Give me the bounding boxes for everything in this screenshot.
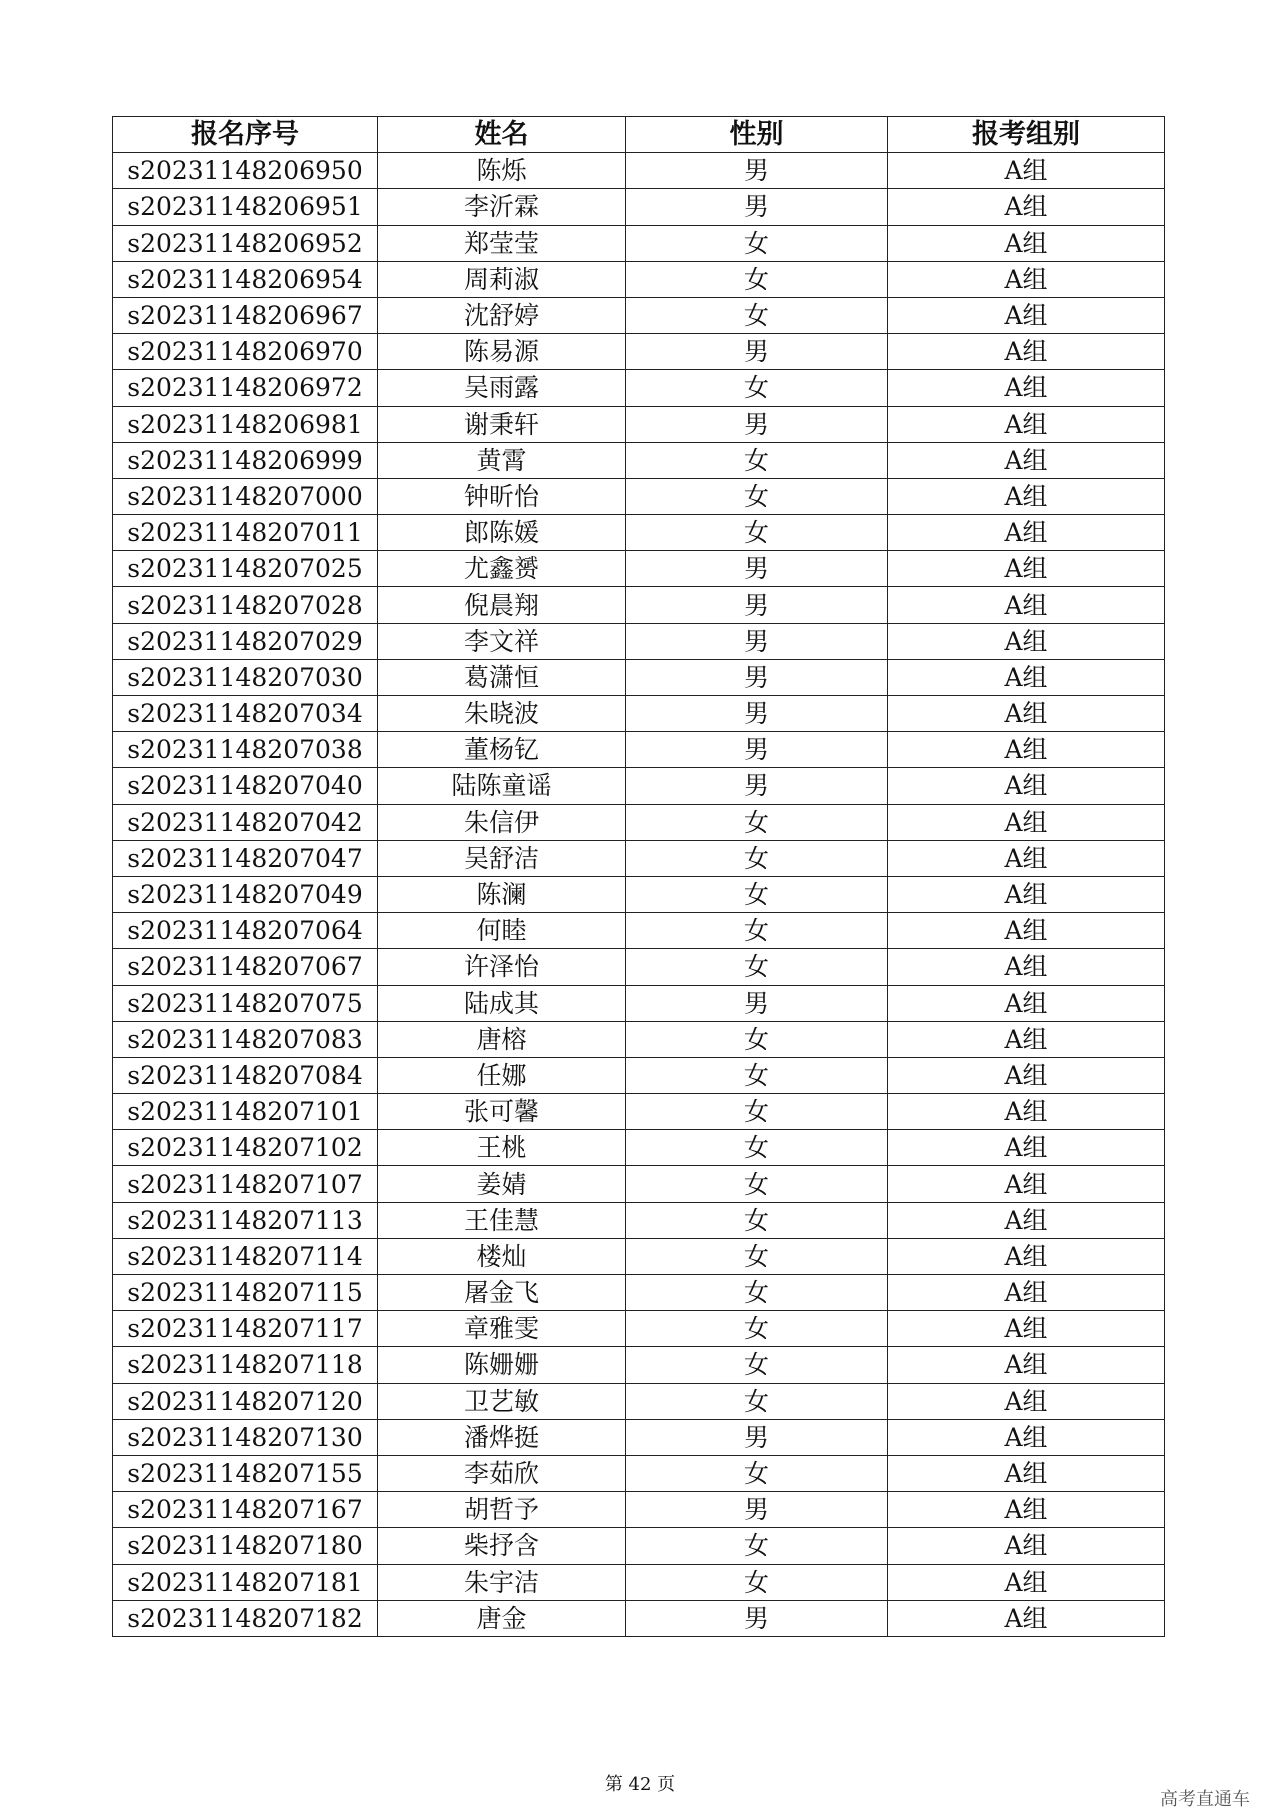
cell-name: 许泽怡 (378, 949, 626, 985)
table-row (113, 515, 1165, 551)
table-row (113, 587, 1165, 623)
cell-registration-id: s20231148206950 (113, 153, 378, 189)
cell-group: A组 (888, 623, 1165, 659)
cell-group: A组 (888, 153, 1165, 189)
table-row (113, 768, 1165, 804)
cell-name: 朱晓波 (378, 696, 626, 732)
cell-gender: 男 (626, 406, 888, 442)
cell-group: A组 (888, 1021, 1165, 1057)
cell-gender: 女 (626, 370, 888, 406)
cell-registration-id: s20231148207130 (113, 1419, 378, 1455)
cell-group: A组 (888, 913, 1165, 949)
cell-name: 郑莹莹 (378, 225, 626, 261)
table-row (113, 1383, 1165, 1419)
cell-gender: 女 (626, 949, 888, 985)
table-row (113, 1021, 1165, 1057)
cell-name: 楼灿 (378, 1238, 626, 1274)
cell-gender: 男 (626, 587, 888, 623)
cell-name: 章雅雯 (378, 1311, 626, 1347)
table-row (113, 696, 1165, 732)
cell-gender: 女 (626, 1238, 888, 1274)
cell-registration-id: s20231148206952 (113, 225, 378, 261)
cell-group: A组 (888, 696, 1165, 732)
cell-name: 黄霄 (378, 442, 626, 478)
cell-registration-id: s20231148207155 (113, 1455, 378, 1491)
cell-gender: 女 (626, 225, 888, 261)
cell-registration-id: s20231148207000 (113, 478, 378, 514)
cell-name: 尤鑫赟 (378, 551, 626, 587)
cell-gender: 女 (626, 1021, 888, 1057)
table-row (113, 1492, 1165, 1528)
cell-registration-id: s20231148207064 (113, 913, 378, 949)
cell-gender: 男 (626, 985, 888, 1021)
cell-name: 姜婧 (378, 1166, 626, 1202)
cell-gender: 女 (626, 840, 888, 876)
cell-registration-id: s20231148206954 (113, 261, 378, 297)
cell-name: 陈姗姗 (378, 1347, 626, 1383)
cell-group: A组 (888, 840, 1165, 876)
cell-name: 朱信伊 (378, 804, 626, 840)
table-row (113, 189, 1165, 225)
cell-name: 柴抒含 (378, 1528, 626, 1564)
cell-name: 胡哲予 (378, 1492, 626, 1528)
table-row (113, 153, 1165, 189)
cell-group: A组 (888, 551, 1165, 587)
table-row (113, 1311, 1165, 1347)
cell-name: 屠金飞 (378, 1275, 626, 1311)
cell-group: A组 (888, 1564, 1165, 1600)
cell-group: A组 (888, 876, 1165, 912)
cell-registration-id: s20231148207113 (113, 1202, 378, 1238)
table-row (113, 1094, 1165, 1130)
cell-gender: 男 (626, 732, 888, 768)
cell-name: 陆成其 (378, 985, 626, 1021)
header-id: 报名序号 (113, 117, 378, 153)
table-row (113, 1564, 1165, 1600)
cell-group: A组 (888, 949, 1165, 985)
cell-group: A组 (888, 1166, 1165, 1202)
cell-name: 沈舒婷 (378, 297, 626, 333)
cell-gender: 女 (626, 1166, 888, 1202)
table-row (113, 804, 1165, 840)
cell-registration-id: s20231148207115 (113, 1275, 378, 1311)
table-row (113, 297, 1165, 333)
cell-name: 倪晨翔 (378, 587, 626, 623)
cell-group: A组 (888, 804, 1165, 840)
cell-name: 陈易源 (378, 334, 626, 370)
cell-registration-id: s20231148207029 (113, 623, 378, 659)
cell-registration-id: s20231148207118 (113, 1347, 378, 1383)
table-row (113, 1166, 1165, 1202)
cell-group: A组 (888, 1311, 1165, 1347)
cell-gender: 女 (626, 1202, 888, 1238)
cell-name: 何睦 (378, 913, 626, 949)
cell-gender: 女 (626, 478, 888, 514)
cell-gender: 男 (626, 334, 888, 370)
cell-gender: 男 (626, 1492, 888, 1528)
cell-gender: 男 (626, 1419, 888, 1455)
table-row (113, 913, 1165, 949)
table-row (113, 1419, 1165, 1455)
cell-registration-id: s20231148207167 (113, 1492, 378, 1528)
cell-gender: 女 (626, 1130, 888, 1166)
cell-registration-id: s20231148206999 (113, 442, 378, 478)
cell-group: A组 (888, 1094, 1165, 1130)
cell-registration-id: s20231148207042 (113, 804, 378, 840)
cell-group: A组 (888, 985, 1165, 1021)
cell-name: 王佳慧 (378, 1202, 626, 1238)
table-row (113, 876, 1165, 912)
table-row (113, 985, 1165, 1021)
cell-gender: 女 (626, 1455, 888, 1491)
cell-registration-id: s20231148207102 (113, 1130, 378, 1166)
cell-name: 陈烁 (378, 153, 626, 189)
header-group: 报考组别 (888, 117, 1165, 153)
cell-registration-id: s20231148207038 (113, 732, 378, 768)
cell-group: A组 (888, 1130, 1165, 1166)
cell-registration-id: s20231148207011 (113, 515, 378, 551)
cell-name: 谢秉轩 (378, 406, 626, 442)
cell-group: A组 (888, 659, 1165, 695)
cell-group: A组 (888, 768, 1165, 804)
cell-gender: 男 (626, 659, 888, 695)
cell-gender: 女 (626, 876, 888, 912)
table-row (113, 1600, 1165, 1636)
table-row (113, 1347, 1165, 1383)
cell-group: A组 (888, 1419, 1165, 1455)
cell-group: A组 (888, 732, 1165, 768)
cell-group: A组 (888, 1238, 1165, 1274)
cell-group: A组 (888, 478, 1165, 514)
table-row (113, 732, 1165, 768)
cell-group: A组 (888, 370, 1165, 406)
cell-name: 钟昕怡 (378, 478, 626, 514)
cell-gender: 女 (626, 1347, 888, 1383)
cell-gender: 男 (626, 189, 888, 225)
cell-group: A组 (888, 1275, 1165, 1311)
table-row (113, 659, 1165, 695)
table-row (113, 840, 1165, 876)
table-row (113, 261, 1165, 297)
cell-gender: 女 (626, 804, 888, 840)
cell-registration-id: s20231148207075 (113, 985, 378, 1021)
cell-gender: 女 (626, 1311, 888, 1347)
cell-gender: 女 (626, 515, 888, 551)
cell-group: A组 (888, 587, 1165, 623)
cell-name: 陈澜 (378, 876, 626, 912)
cell-group: A组 (888, 1455, 1165, 1491)
table-body (113, 153, 1165, 1637)
cell-name: 张可馨 (378, 1094, 626, 1130)
cell-registration-id: s20231148207120 (113, 1383, 378, 1419)
cell-registration-id: s20231148207182 (113, 1600, 378, 1636)
cell-name: 王桃 (378, 1130, 626, 1166)
cell-registration-id: s20231148207107 (113, 1166, 378, 1202)
cell-group: A组 (888, 225, 1165, 261)
cell-group: A组 (888, 297, 1165, 333)
cell-registration-id: s20231148207047 (113, 840, 378, 876)
cell-registration-id: s20231148207067 (113, 949, 378, 985)
table-row (113, 442, 1165, 478)
page-number: 第 42 页 (604, 1774, 676, 1795)
cell-group: A组 (888, 442, 1165, 478)
table-row (113, 1275, 1165, 1311)
cell-registration-id: s20231148207181 (113, 1564, 378, 1600)
cell-gender: 男 (626, 551, 888, 587)
cell-gender: 女 (626, 1057, 888, 1093)
cell-registration-id: s20231148207180 (113, 1528, 378, 1564)
cell-name: 李沂霖 (378, 189, 626, 225)
cell-name: 吴雨露 (378, 370, 626, 406)
cell-name: 周莉淑 (378, 261, 626, 297)
cell-group: A组 (888, 189, 1165, 225)
cell-name: 陆陈童谣 (378, 768, 626, 804)
cell-group: A组 (888, 261, 1165, 297)
cell-registration-id: s20231148206951 (113, 189, 378, 225)
cell-group: A组 (888, 515, 1165, 551)
table-row (113, 1130, 1165, 1166)
table-row (113, 623, 1165, 659)
table-header (113, 117, 1165, 153)
cell-gender: 男 (626, 1600, 888, 1636)
cell-gender: 女 (626, 1094, 888, 1130)
cell-group: A组 (888, 1347, 1165, 1383)
cell-name: 唐榕 (378, 1021, 626, 1057)
cell-name: 吴舒洁 (378, 840, 626, 876)
cell-registration-id: s20231148206967 (113, 297, 378, 333)
cell-registration-id: s20231148207049 (113, 876, 378, 912)
table-row (113, 478, 1165, 514)
cell-registration-id: s20231148207025 (113, 551, 378, 587)
cell-group: A组 (888, 1057, 1165, 1093)
cell-registration-id: s20231148207030 (113, 659, 378, 695)
cell-gender: 女 (626, 1528, 888, 1564)
cell-gender: 女 (626, 442, 888, 478)
cell-gender: 女 (626, 1564, 888, 1600)
cell-group: A组 (888, 334, 1165, 370)
cell-registration-id: s20231148206981 (113, 406, 378, 442)
cell-gender: 男 (626, 153, 888, 189)
cell-name: 葛潇恒 (378, 659, 626, 695)
cell-group: A组 (888, 1492, 1165, 1528)
cell-gender: 女 (626, 261, 888, 297)
cell-name: 卫艺敏 (378, 1383, 626, 1419)
cell-name: 郎陈媛 (378, 515, 626, 551)
cell-registration-id: s20231148207028 (113, 587, 378, 623)
cell-registration-id: s20231148207117 (113, 1311, 378, 1347)
cell-name: 朱宇洁 (378, 1564, 626, 1600)
table-row (113, 1528, 1165, 1564)
table-header-row (113, 117, 1165, 153)
table-row (113, 406, 1165, 442)
cell-gender: 女 (626, 1383, 888, 1419)
table-row (113, 225, 1165, 261)
cell-gender: 男 (626, 696, 888, 732)
cell-name: 潘烨挺 (378, 1419, 626, 1455)
cell-group: A组 (888, 1600, 1165, 1636)
header-name: 姓名 (378, 117, 626, 153)
table-row (113, 1057, 1165, 1093)
cell-name: 李茹欣 (378, 1455, 626, 1491)
table-row (113, 334, 1165, 370)
cell-registration-id: s20231148206970 (113, 334, 378, 370)
cell-name: 董杨钇 (378, 732, 626, 768)
cell-group: A组 (888, 1383, 1165, 1419)
cell-registration-id: s20231148207034 (113, 696, 378, 732)
cell-name: 唐金 (378, 1600, 626, 1636)
table-row (113, 949, 1165, 985)
cell-gender: 女 (626, 913, 888, 949)
brand-label: 高考直通车 (1160, 1789, 1250, 1810)
cell-gender: 女 (626, 297, 888, 333)
cell-name: 李文祥 (378, 623, 626, 659)
cell-registration-id: s20231148206972 (113, 370, 378, 406)
cell-name: 任娜 (378, 1057, 626, 1093)
cell-gender: 男 (626, 768, 888, 804)
table-row (113, 1455, 1165, 1491)
cell-registration-id: s20231148207114 (113, 1238, 378, 1274)
cell-registration-id: s20231148207040 (113, 768, 378, 804)
cell-group: A组 (888, 1528, 1165, 1564)
cell-group: A组 (888, 406, 1165, 442)
table-row (113, 1202, 1165, 1238)
cell-gender: 男 (626, 623, 888, 659)
cell-registration-id: s20231148207101 (113, 1094, 378, 1130)
cell-registration-id: s20231148207083 (113, 1021, 378, 1057)
applicant-table (112, 116, 1165, 1637)
header-gender: 性别 (626, 117, 888, 153)
table-row (113, 370, 1165, 406)
cell-registration-id: s20231148207084 (113, 1057, 378, 1093)
table-row (113, 1238, 1165, 1274)
table-row (113, 551, 1165, 587)
cell-gender: 女 (626, 1275, 888, 1311)
cell-group: A组 (888, 1202, 1165, 1238)
